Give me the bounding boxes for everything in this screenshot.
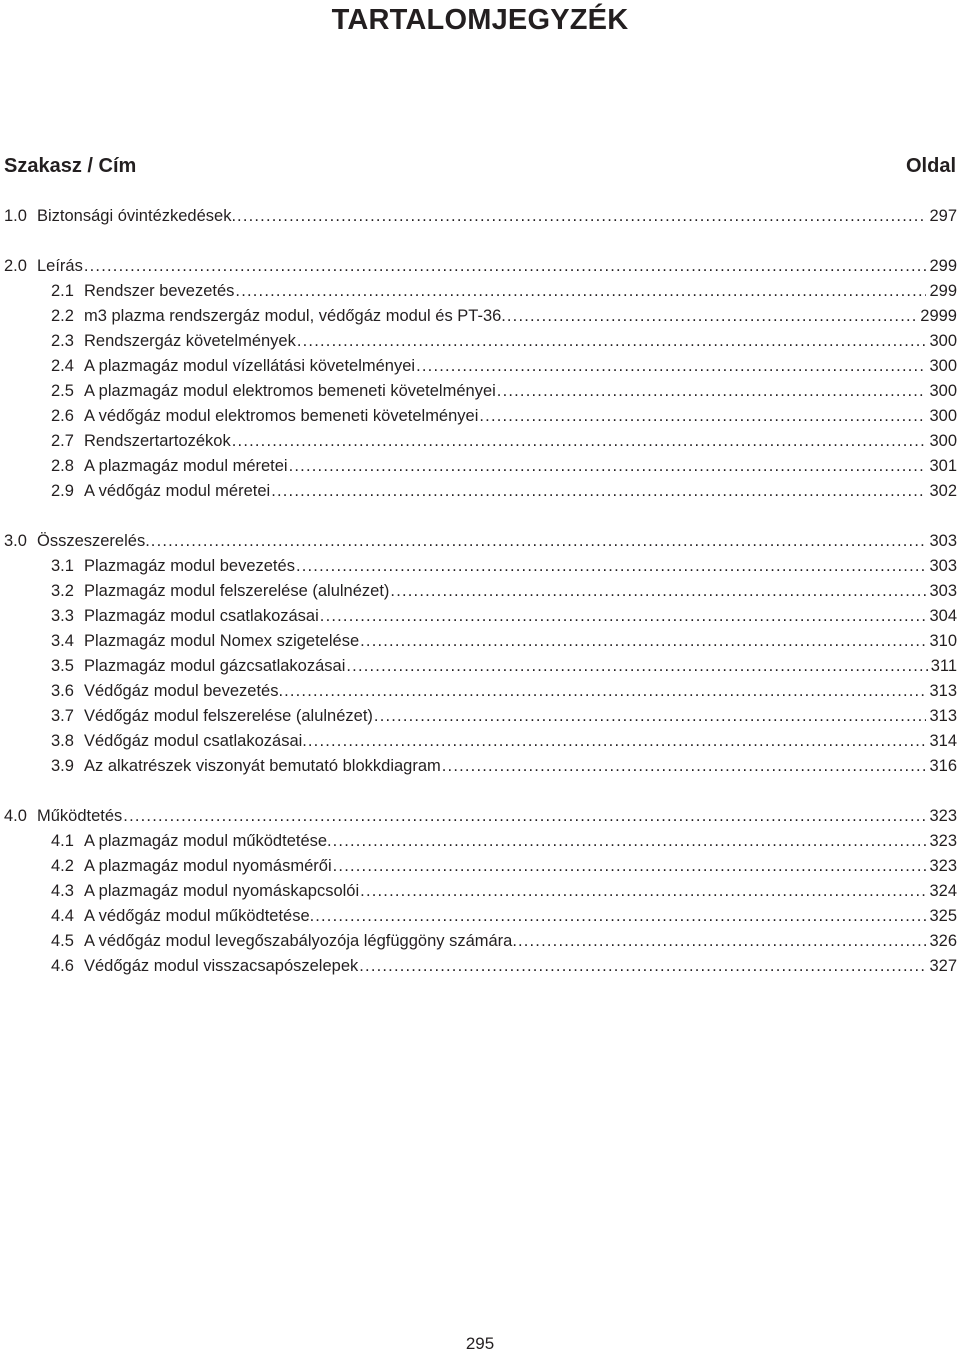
toc-page: 323 (929, 807, 957, 825)
toc-page: 310 (929, 632, 957, 650)
dot-leader (497, 379, 927, 403)
column-headers (4, 155, 956, 183)
dot-leader (123, 804, 926, 828)
dot-leader (442, 754, 927, 778)
toc-page: 297 (929, 207, 957, 225)
toc-label: Leírás (37, 257, 83, 275)
toc-entry-3-9[interactable] (51, 754, 957, 778)
toc-page: 313 (929, 682, 957, 700)
toc-page: 299 (929, 282, 957, 300)
toc-entry-2-7[interactable] (51, 429, 957, 453)
toc-number: 1.0 (4, 207, 27, 225)
toc-page: 299 (929, 257, 957, 275)
toc-entry-2-3[interactable] (51, 329, 957, 353)
toc-label: Plazmagáz modul bevezetés (84, 557, 295, 575)
dot-leader (333, 829, 927, 853)
toc-number: 3.6 (51, 682, 74, 700)
toc-page: 303 (929, 532, 957, 550)
toc-page: 314 (929, 732, 957, 750)
toc-number: 4.5 (51, 932, 74, 950)
toc-label: A plazmagáz modul nyomásmérői (84, 857, 332, 875)
toc-number: 2.2 (51, 307, 74, 325)
dot-leader (84, 254, 927, 278)
toc-entry-2-2[interactable] (51, 304, 957, 328)
toc-entry-1-0[interactable] (4, 204, 957, 228)
dot-leader (479, 404, 926, 428)
toc-page: 300 (929, 432, 957, 450)
toc-page: 311 (930, 657, 957, 675)
toc-number: 4.6 (51, 957, 74, 975)
toc-label: A plazmagáz modul vízellátási követelményei (84, 357, 416, 375)
toc-entry-4-6[interactable] (51, 954, 957, 978)
toc-entry-4-4[interactable] (51, 904, 957, 928)
toc-label: A védőgáz modul méretei (84, 482, 271, 500)
toc-label: A plazmagáz modul működtetése. (84, 832, 332, 850)
toc-entry-4-5[interactable] (51, 929, 957, 953)
toc-number: 3.5 (51, 657, 74, 675)
toc-number: 2.6 (51, 407, 74, 425)
toc-page: 304 (929, 607, 957, 625)
dot-leader (360, 629, 926, 653)
toc-entry-2-0[interactable] (4, 254, 957, 278)
section-title-header: Szakasz / Cím (4, 155, 137, 177)
toc-number: 2.7 (51, 432, 74, 450)
toc-entry-2-4[interactable] (51, 354, 957, 378)
toc-label: Védőgáz modul bevezetés. (84, 682, 284, 700)
toc-number: 4.3 (51, 882, 74, 900)
toc-entry-3-4[interactable] (51, 629, 957, 653)
toc-label: Plazmagáz modul csatlakozásai (84, 607, 319, 625)
toc-label: Az alkatrészek viszonyát bemutató blokkdiagram (84, 757, 441, 775)
toc-entry-2-6[interactable] (51, 404, 957, 428)
dot-leader (374, 704, 927, 728)
toc-page: 313 (929, 707, 957, 725)
toc-number: 2.0 (4, 257, 27, 275)
toc-page: 303 (929, 557, 957, 575)
toc-number: 3.0 (4, 532, 27, 550)
dot-leader (507, 304, 917, 328)
toc-label: Plazmagáz modul gázcsatlakozásai (84, 657, 346, 675)
toc-label: Működtetés (37, 807, 123, 825)
toc-entry-4-3[interactable] (51, 879, 957, 903)
toc-entry-3-5[interactable] (51, 654, 957, 678)
toc-number: 3.1 (51, 557, 74, 575)
toc-label: Plazmagáz modul Nomex szigetelése (84, 632, 360, 650)
toc-label: Védőgáz modul csatlakozásai. (84, 732, 307, 750)
dot-leader (360, 879, 926, 903)
dot-leader (237, 204, 926, 228)
dot-leader (518, 929, 927, 953)
toc-entry-4-1[interactable] (51, 829, 957, 853)
toc-page: 301 (929, 457, 957, 475)
toc-number: 2.8 (51, 457, 74, 475)
toc-entry-2-1[interactable] (51, 279, 957, 303)
toc-entry-4-0[interactable] (4, 804, 957, 828)
toc-entry-2-5[interactable] (51, 379, 957, 403)
dot-leader (315, 904, 926, 928)
toc-label: A védőgáz modul elektromos bemeneti követelményei (84, 407, 479, 425)
toc-entry-2-8[interactable] (51, 454, 957, 478)
toc-page: 300 (929, 357, 957, 375)
dot-leader (297, 329, 927, 353)
toc-page: 300 (929, 407, 957, 425)
toc-label: Rendszer bevezetés (84, 282, 235, 300)
toc-page: 325 (929, 907, 957, 925)
toc-page: 303 (929, 582, 957, 600)
dot-leader (359, 954, 926, 978)
toc-number: 3.3 (51, 607, 74, 625)
toc-number: 3.7 (51, 707, 74, 725)
toc-label: Biztonsági óvintézkedések. (37, 207, 237, 225)
toc-number: 3.8 (51, 732, 74, 750)
toc-number: 3.9 (51, 757, 74, 775)
toc-number: 2.1 (51, 282, 74, 300)
toc-number: 2.3 (51, 332, 74, 350)
dot-leader (296, 554, 927, 578)
dot-leader (271, 479, 926, 503)
dot-leader (320, 604, 927, 628)
dot-leader (151, 529, 927, 553)
toc-page: 302 (929, 482, 957, 500)
toc-entry-3-7[interactable] (51, 704, 957, 728)
toc-label: Védőgáz modul felszerelése (alulnézet) (84, 707, 373, 725)
toc-page: 316 (929, 757, 957, 775)
page-number: 295 (465, 1334, 495, 1353)
toc-page: 323 (929, 857, 957, 875)
toc-entry-2-9[interactable] (51, 479, 957, 503)
toc-entry-3-1[interactable] (51, 554, 957, 578)
toc-label: m3 plazma rendszergáz modul, védőgáz modul és PT-36. (84, 307, 506, 325)
toc-number: 3.4 (51, 632, 74, 650)
toc-label: Összeszerelés. (37, 532, 150, 550)
dot-leader (390, 579, 926, 603)
dot-leader (308, 729, 927, 753)
toc-entry-3-6[interactable] (51, 679, 957, 703)
toc-number: 4.0 (4, 807, 27, 825)
toc-entry-4-2[interactable] (51, 854, 957, 878)
dot-leader (333, 854, 927, 878)
toc-label: A védőgáz modul levegőszabályozója légfüggöny számára. (84, 932, 517, 950)
toc-page: 323 (929, 832, 957, 850)
toc-label: Rendszergáz követelmények (84, 332, 296, 350)
toc-number: 4.4 (51, 907, 74, 925)
toc-label: Védőgáz modul visszacsapószelepek (84, 957, 359, 975)
toc-page: 327 (929, 957, 957, 975)
toc-entry-3-3[interactable] (51, 604, 957, 628)
toc-number: 3.2 (51, 582, 74, 600)
toc-page: 300 (929, 332, 957, 350)
dot-leader (289, 454, 927, 478)
toc-page: 300 (929, 382, 957, 400)
dot-leader (346, 654, 927, 678)
toc-page: 2999 (920, 307, 957, 325)
page-title: TARTALOMJEGYZÉK (331, 4, 629, 36)
toc-number: 2.4 (51, 357, 74, 375)
toc-number: 2.5 (51, 382, 74, 400)
dot-leader (284, 679, 926, 703)
dot-leader (235, 279, 926, 303)
toc-page: 324 (929, 882, 957, 900)
toc-label: Plazmagáz modul felszerelése (alulnézet) (84, 582, 390, 600)
toc-entry-3-8[interactable] (51, 729, 957, 753)
toc-label: A plazmagáz modul méretei (84, 457, 288, 475)
dot-leader (232, 429, 927, 453)
toc-label: A plazmagáz modul nyomáskapcsolói (84, 882, 360, 900)
dot-leader (416, 354, 926, 378)
toc-entry-3-0[interactable] (4, 529, 957, 553)
toc-number: 4.1 (51, 832, 74, 850)
page-header: Oldal (905, 155, 956, 177)
toc-number: 2.9 (51, 482, 74, 500)
toc-page: 326 (929, 932, 957, 950)
toc-label: Rendszertartozékok (84, 432, 231, 450)
toc-entry-3-2[interactable] (51, 579, 957, 603)
toc-number: 4.2 (51, 857, 74, 875)
toc-label: A védőgáz modul működtetése. (84, 907, 315, 925)
toc-label: A plazmagáz modul elektromos bemeneti követelményei (84, 382, 496, 400)
